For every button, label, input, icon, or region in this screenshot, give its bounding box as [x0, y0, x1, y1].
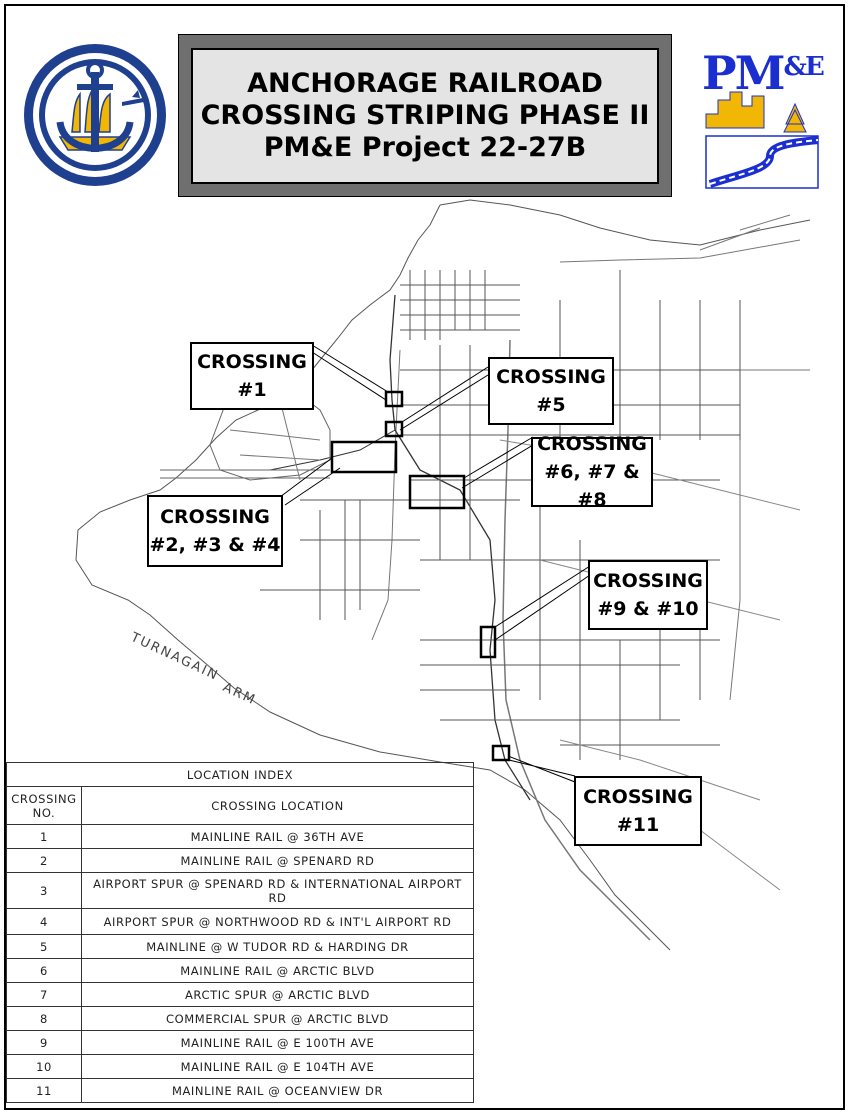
- crossing-number-cell: 2: [7, 849, 82, 873]
- title-line-3: PM&E Project 22-27B: [263, 132, 587, 163]
- callout-label: CROSSING: [197, 351, 307, 373]
- callout-crossing-11: [574, 776, 702, 846]
- crossing-location-cell: AIRPORT SPUR @ NORTHWOOD RD & INT'L AIRPORT RD: [82, 909, 474, 935]
- crossing-location-cell: MAINLINE @ W TUDOR RD & HARDING DR: [82, 935, 474, 959]
- table-row: [7, 959, 474, 983]
- crossing-location-cell: MAINLINE RAIL @ E 104TH AVE: [82, 1055, 474, 1079]
- water-label-turnagain: TURNAGAIN: [128, 630, 222, 684]
- table-row: [7, 1079, 474, 1103]
- callout-number: #9 & #10: [597, 598, 699, 620]
- leader-1: [312, 345, 388, 400]
- crossing-box-2-3-4: [332, 442, 396, 472]
- leader-11: [508, 756, 575, 782]
- table-row: [7, 849, 474, 873]
- crossing-number-cell: 4: [7, 909, 82, 935]
- crossing-number-cell: 9: [7, 1031, 82, 1055]
- callout-crossing-9-10: [588, 560, 708, 630]
- pme-logo: [700, 44, 826, 192]
- crossing-number-cell: 10: [7, 1055, 82, 1079]
- callout-label: CROSSING: [537, 433, 647, 455]
- table-row: [7, 825, 474, 849]
- table-row: [7, 1031, 474, 1055]
- upper-coast: [440, 200, 810, 245]
- crossing-location-cell: MAINLINE RAIL @ 36TH AVE: [82, 825, 474, 849]
- crossing-number-cell: 6: [7, 959, 82, 983]
- crossing-box-6-7-8: [410, 476, 464, 508]
- table-row: [7, 1055, 474, 1079]
- title-block: [191, 48, 659, 184]
- callout-label: CROSSING: [160, 506, 270, 528]
- column-header-crossing-no: CROSSING NO.: [7, 787, 82, 825]
- callout-number: #11: [616, 814, 660, 836]
- title-line-2: CROSSING STRIPING PHASE II: [200, 100, 650, 131]
- crossing-box-9-10: [481, 627, 495, 657]
- crossing-location-cell: MAINLINE RAIL @ E 100TH AVE: [82, 1031, 474, 1055]
- crossing-location-cell: AIRPORT SPUR @ SPENARD RD & INTERNATIONAL AIRPORT RD: [82, 873, 474, 909]
- leader-5: [400, 367, 488, 430]
- crossing-number-cell: 11: [7, 1079, 82, 1103]
- pme-logo-pm: PM: [702, 46, 784, 100]
- crossing-location-cell: MAINLINE RAIL @ OCEANVIEW DR: [82, 1079, 474, 1103]
- leader-9-10: [495, 566, 590, 640]
- crossing-location-cell: MAINLINE RAIL @ SPENARD RD: [82, 849, 474, 873]
- crossing-number-cell: 5: [7, 935, 82, 959]
- callout-number: #2, #3 & #4: [149, 534, 281, 556]
- column-header-crossing-location: CROSSING LOCATION: [82, 787, 474, 825]
- crossing-location-cell: ARCTIC SPUR @ ARCTIC BLVD: [82, 983, 474, 1007]
- table-row: [7, 909, 474, 935]
- water-label-arm: ARM: [220, 680, 259, 709]
- crossing-number-cell: 1: [7, 825, 82, 849]
- callout-number: #1: [237, 379, 267, 401]
- table-row: [7, 983, 474, 1007]
- crossing-number-cell: 3: [7, 873, 82, 909]
- crossing-number-cell: 7: [7, 983, 82, 1007]
- title-line-1: ANCHORAGE RAILROAD: [247, 68, 603, 99]
- crossing-box-11: [493, 746, 509, 760]
- crossing-number-cell: 8: [7, 1007, 82, 1031]
- table-row: [7, 1007, 474, 1031]
- callout-crossing-2-3-4: [147, 495, 283, 567]
- pme-logo-e: &E: [783, 52, 823, 82]
- callout-crossing-6-7-8: [531, 433, 653, 511]
- crossing-location-cell: MAINLINE RAIL @ ARCTIC BLVD: [82, 959, 474, 983]
- location-index-table: [6, 762, 474, 1103]
- location-index-title: LOCATION INDEX: [7, 763, 474, 787]
- callout-label: CROSSING: [593, 570, 703, 592]
- municipality-seal-logo: [22, 42, 168, 188]
- callout-label: CROSSING: [583, 786, 693, 808]
- crossing-location-cell: COMMERCIAL SPUR @ ARCTIC BLVD: [82, 1007, 474, 1031]
- crossing-box-1: [386, 392, 402, 406]
- callout-number: #5: [536, 394, 566, 416]
- callout-number: #6, #7 & #8: [544, 461, 640, 511]
- table-row: [7, 935, 474, 959]
- callout-crossing-5: [488, 357, 614, 425]
- callout-crossing-1: [190, 342, 314, 410]
- table-row: [7, 873, 474, 909]
- callout-label: CROSSING: [496, 366, 606, 388]
